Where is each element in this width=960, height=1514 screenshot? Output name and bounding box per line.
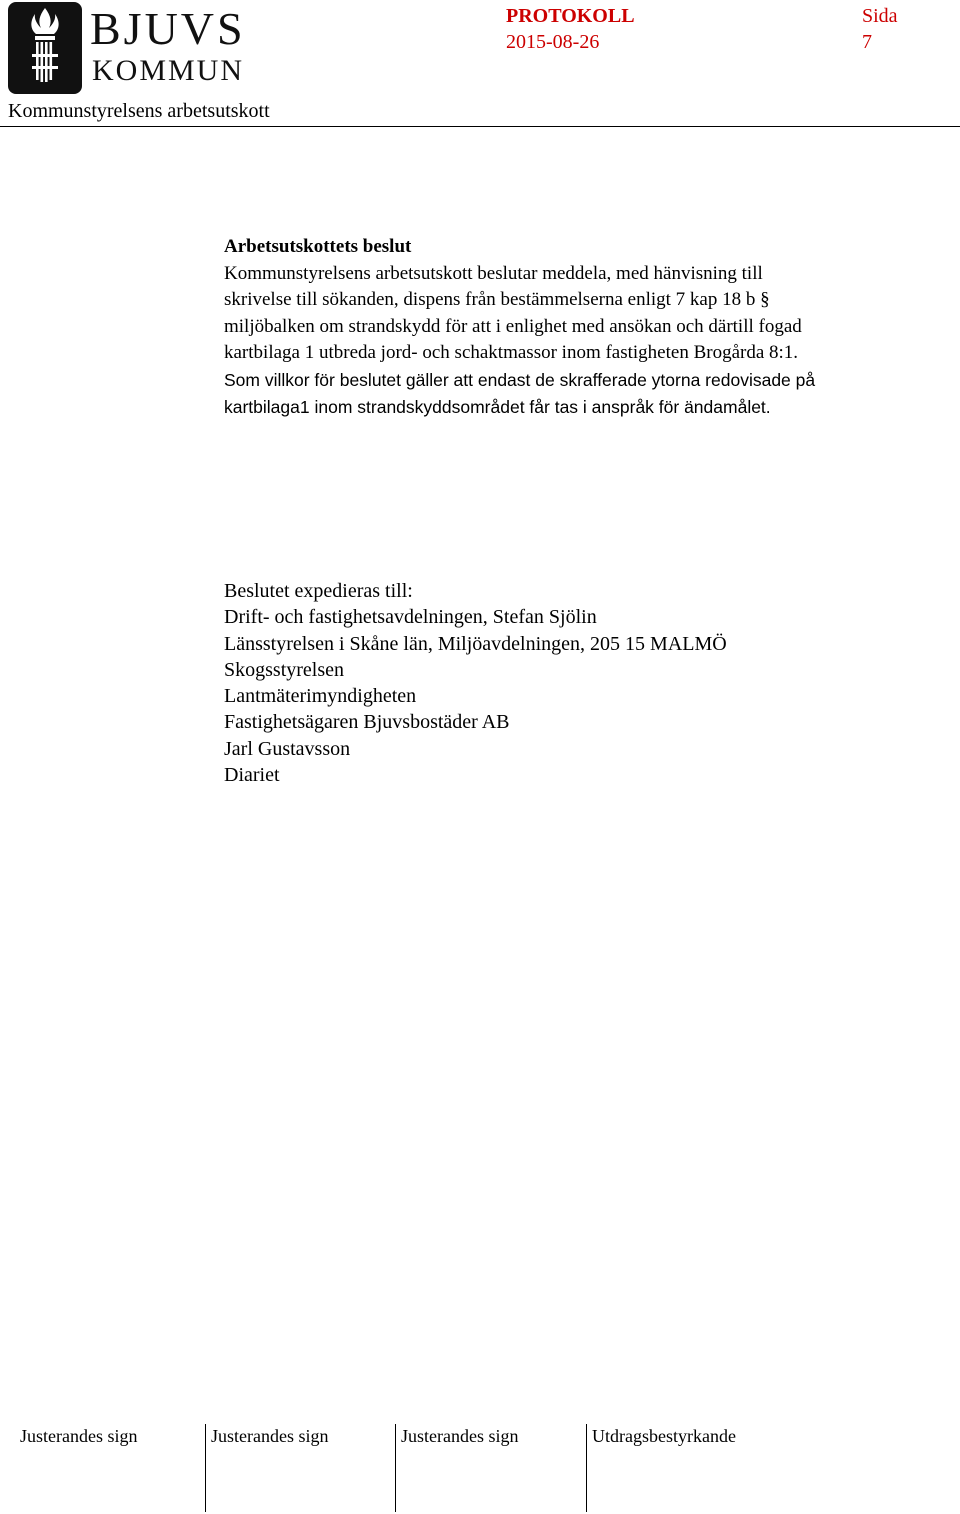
page-label: Sida [862, 5, 898, 27]
header-divider [0, 126, 960, 127]
recipient-item: Drift- och fastighetsavdelningen, Stefan Sjölin [224, 606, 597, 629]
recipient-item: Skogsstyrelsen [224, 658, 344, 681]
logo-wordmark-bottom: KOMMUN [92, 54, 245, 87]
recipient-item: Fastighetsägaren Bjuvsbostäder AB [224, 711, 510, 734]
footer-divider [586, 1424, 587, 1512]
decision-condition-line: Som villkor för beslutet gäller att endast de skrafferade ytorna redovisade på [224, 369, 816, 390]
footer-cell-utdragsbestyrkande: Utdragsbestyrkande [592, 1426, 736, 1446]
recipient-item: Lantmäterimyndigheten [224, 685, 417, 708]
page-number: 7 [862, 31, 872, 53]
footer-divider [205, 1424, 206, 1512]
distribution-section [224, 578, 727, 788]
recipient-item: Länsstyrelsen i Skåne län, Miljöavdelningen, 205 15 MALMÖ [224, 632, 727, 655]
decision-heading: Arbetsutskottets beslut [224, 236, 412, 257]
decision-line: miljöbalken om strandskydd för att i enlighet med ansökan och därtill fogad [224, 315, 802, 337]
recipient-item: Jarl Gustavsson [224, 737, 351, 760]
decision-section [224, 234, 944, 420]
decision-line: kartbilaga 1 utbreda jord- och schaktmassor inom fastigheten Brogårda 8:1. [224, 342, 799, 364]
municipality-logo [8, 2, 248, 94]
decision-condition-line: kartbilaga1 inom strandskyddsområdet får tas i anspråk för ändamålet. [224, 396, 771, 417]
logo-wordmark-top: BJUVS [90, 3, 246, 54]
footer-cell-justerandes-sign-2: Justerandes sign [211, 1426, 329, 1446]
document-type: PROTOKOLL [506, 5, 635, 27]
footer-cell-justerandes-sign-3: Justerandes sign [401, 1426, 519, 1446]
decision-line: skrivelse till sökanden, dispens från bestämmelserna enligt 7 kap 18 b § [224, 289, 770, 311]
committee-name: Kommunstyrelsens arbetsutskott [8, 100, 270, 122]
recipient-item: Diariet [224, 764, 280, 787]
distribution-heading: Beslutet expedieras till: [224, 580, 413, 602]
document-date: 2015-08-26 [506, 31, 600, 53]
torch-emblem-icon [8, 2, 82, 94]
footer-cell-justerandes-sign-1: Justerandes sign [20, 1426, 138, 1446]
footer-divider [395, 1424, 396, 1512]
decision-line: Kommunstyrelsens arbetsutskott beslutar meddela, med hänvisning till [224, 262, 763, 284]
